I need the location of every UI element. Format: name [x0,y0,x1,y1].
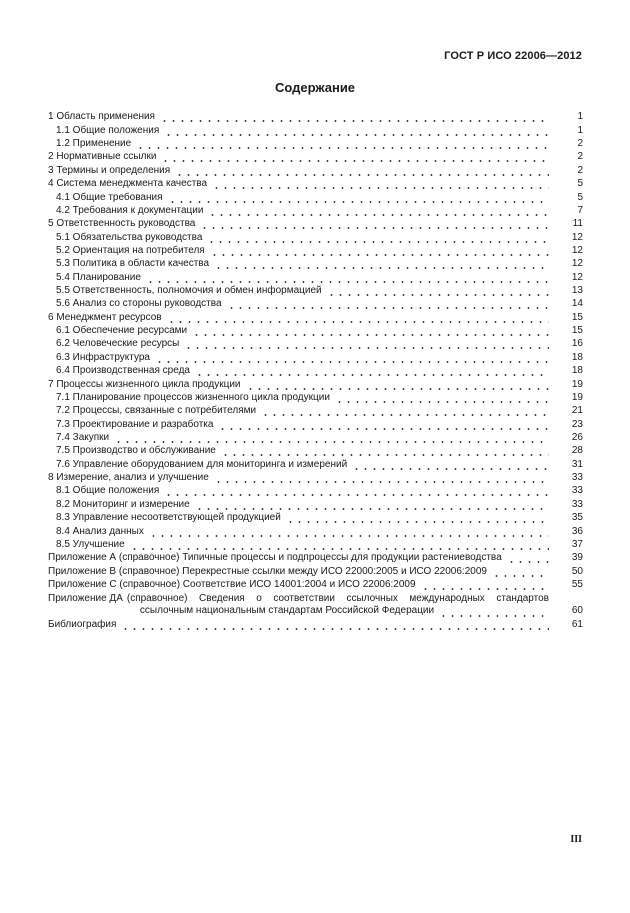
toc-entry-page: 18 [571,365,583,377]
toc-entry-label: 4.1 Общие требования [56,191,163,203]
toc-entry-page: 23 [571,418,583,430]
dot-leader [193,499,549,511]
toc-entry-label: Приложение В (справочное) Перекрестные ссылки между ИСО 22000:2005 и ИСО 22006:2009 [48,565,487,577]
toc-entry-page: 18 [571,351,583,363]
document-standard-header: ГОСТ Р ИСО 22006—2012 [444,50,582,62]
toc-entry-page: 12 [571,271,583,283]
dot-leader [419,579,549,591]
toc-entry-page: 12 [571,258,583,270]
table-of-contents [48,110,583,631]
toc-entry-bibliography [48,618,583,631]
toc-entry-page: 21 [571,405,583,417]
toc-entry-page: 19 [571,391,583,403]
toc-entry-label: 7.5 Производство и обслуживание [56,445,216,457]
toc-entry-page: 16 [571,338,583,350]
dot-leader [144,272,549,284]
toc-entry-label: 5.1 Обязательства руководства [56,231,203,243]
dot-leader [162,485,549,497]
toc-entry [48,284,583,297]
dot-leader [162,125,549,137]
dot-leader [134,138,549,150]
toc-entry [48,163,583,176]
toc-entry-page: 7 [577,204,583,216]
toc-entry-page: 55 [571,578,583,590]
page-number: III [570,834,582,845]
dot-leader [159,151,549,163]
toc-entry-page: 35 [571,512,583,524]
toc-entry [48,244,583,257]
toc-entry-page: 33 [571,498,583,510]
dot-leader [212,472,549,484]
toc-entry [48,190,583,203]
toc-entry [48,497,583,510]
toc-entry-label: 8.1 Общие положения [56,485,160,497]
appendix-da-prefix: Приложение ДА [48,592,123,604]
dot-leader [225,298,549,310]
toc-entry [48,551,583,564]
toc-entry-label: 6.4 Производственная среда [56,365,190,377]
toc-entry-label: 7.6 Управление оборудованием для мониторинга и измерений [56,458,348,470]
toc-entry-page: 19 [571,378,583,390]
toc-entry [48,404,583,417]
dot-leader [219,445,549,457]
toc-entry-page: 1 [577,124,583,136]
dot-leader [350,459,549,471]
toc-entry-label: 5.3 Политика в области качества [56,258,210,270]
toc-entry-label: 5.2 Ориентация на потребителя [56,244,205,256]
toc-entry [48,457,583,470]
dot-leader [119,619,549,631]
toc-entry [48,324,583,337]
dot-leader [333,392,549,404]
toc-entry-label: 8.5 Улучшение [56,538,125,550]
appendix-da-line1: (справочное) Сведения о соответствии ссылочных международных стандартов [126,592,549,604]
toc-entry [48,377,583,390]
dot-leader [212,258,549,270]
toc-entry [48,538,583,551]
toc-entry [48,364,583,377]
toc-entry-page: 14 [571,298,583,310]
toc-entry-page: 12 [571,244,583,256]
toc-entry-page: 60 [571,605,583,617]
toc-entry-label: 8.3 Управление несоответствующей продукцией [56,512,281,524]
toc-entry-page: 15 [571,311,583,323]
dot-leader [165,312,549,324]
toc-entry-label: 8.4 Анализ данных [56,525,144,537]
toc-entry [48,431,583,444]
toc-entry-label: 6 Менеджмент ресурсов [48,311,162,323]
toc-entry-page: 61 [571,619,583,631]
dot-leader [153,352,549,364]
toc-title: Содержание [274,80,356,95]
toc-entry-page: 2 [577,164,583,176]
toc-entry-page: 13 [571,285,583,297]
toc-entry [48,578,583,591]
toc-entry-label: 5.6 Анализ со стороны руководства [56,298,222,310]
toc-entry-page: 50 [571,565,583,577]
toc-entry-label: 1.1 Общие положения [56,124,160,136]
toc-entry-label: 7 Процессы жизненного цикла продукции [48,378,241,390]
toc-entry [48,417,583,430]
toc-entry [48,257,583,270]
toc-entry-label: Библиография [48,619,117,631]
toc-entry [48,204,583,217]
toc-entry-label: 5.5 Ответственность, полномочия и обмен информацией [56,285,322,297]
toc-entry-label: 3 Термины и определения [48,164,171,176]
toc-entry [48,337,583,350]
toc-entry-label: 8.2 Мониторинг и измерение [56,498,190,510]
toc-entry [48,511,583,524]
toc-entry-page: 33 [571,472,583,484]
dot-leader [205,232,549,244]
toc-entry [48,350,583,363]
toc-entry-page: 37 [571,538,583,550]
dot-leader [158,111,549,123]
toc-entry-page: 5 [577,191,583,203]
dot-leader [112,432,549,444]
dot-leader [182,338,549,350]
toc-entry-label: Приложение А (справочное) Типичные процессы и подпроцессы для продукции растениеводства [48,552,502,564]
toc-entry [48,217,583,230]
dot-leader [206,205,549,217]
toc-entry [48,524,583,537]
dot-leader [208,245,549,257]
toc-entry-label: 4.2 Требования к документации [56,204,204,216]
toc-entry-label: 7.1 Планирование процессов жизненного цикла продукции [56,391,330,403]
toc-entry [48,444,583,457]
dot-leader [190,325,549,337]
toc-entry [48,310,583,323]
toc-entry-label: 5.4 Планирование [56,271,141,283]
toc-entry [48,137,583,150]
dot-leader [210,178,549,190]
toc-entry [48,471,583,484]
toc-entry [48,484,583,497]
toc-entry-label: 7.3 Проектирование и разработка [56,418,214,430]
toc-entry-page: 36 [571,525,583,537]
toc-entry-page: 1 [577,111,583,123]
dot-leader [244,379,549,391]
toc-entry [48,270,583,283]
dot-leader [193,365,549,377]
dot-leader [216,419,549,431]
toc-entry [48,150,583,163]
dot-leader [325,285,549,297]
dot-leader [437,606,549,618]
dot-leader [198,218,549,230]
toc-entry-page: 28 [571,445,583,457]
toc-entry-page: 39 [571,552,583,564]
toc-entry-page: 2 [577,151,583,163]
toc-entry-page: 5 [577,178,583,190]
toc-entry-label: 4 Система менеджмента качества [48,178,208,190]
toc-entry-page: 2 [577,138,583,150]
toc-entry [48,391,583,404]
dot-leader [147,526,549,538]
toc-entry-label: 6.3 Инфраструктура [56,351,150,363]
toc-entry-page: 11 [572,218,583,230]
toc-entry-label: Приложение С (справочное) Соответствие ИСО 14001:2004 и ИСО 22006:2009 [48,578,416,590]
dot-leader [173,165,549,177]
toc-entry-label: 8 Измерение, анализ и улучшение [48,472,209,484]
toc-entry [48,123,583,136]
dot-leader [284,512,549,524]
toc-entry-page: 26 [571,431,583,443]
toc-entry-page: 15 [571,325,583,337]
dot-leader [128,539,549,551]
dot-leader [505,552,549,564]
toc-entry-label: 5 Ответственность руководства [48,218,196,230]
toc-entry-appendix-da [48,593,583,618]
toc-entry-label: 7.2 Процессы, связанные с потребителями [56,405,257,417]
dot-leader [259,405,549,417]
dot-leader [166,192,549,204]
toc-entry [48,110,583,123]
toc-entry-label: 1.2 Применение [56,138,132,150]
toc-entry-page: 12 [571,231,583,243]
toc-entry-page: 31 [571,458,583,470]
toc-entry-page: 33 [571,485,583,497]
toc-entry-label: 7.4 Закупки [56,431,110,443]
toc-entry [48,297,583,310]
toc-entry-label: 6.2 Человеческие ресурсы [56,338,180,350]
toc-entry [48,564,583,577]
toc-entry [48,230,583,243]
appendix-da-line2: ссылочным национальным стандартам Российской Федерации [139,605,435,617]
toc-entry [48,177,583,190]
toc-entry-label: 2 Нормативные ссылки [48,151,157,163]
toc-entry-label: 6.1 Обеспечение ресурсами [56,325,188,337]
dot-leader [490,566,549,578]
toc-entry-label: 1 Область применения [48,111,155,123]
